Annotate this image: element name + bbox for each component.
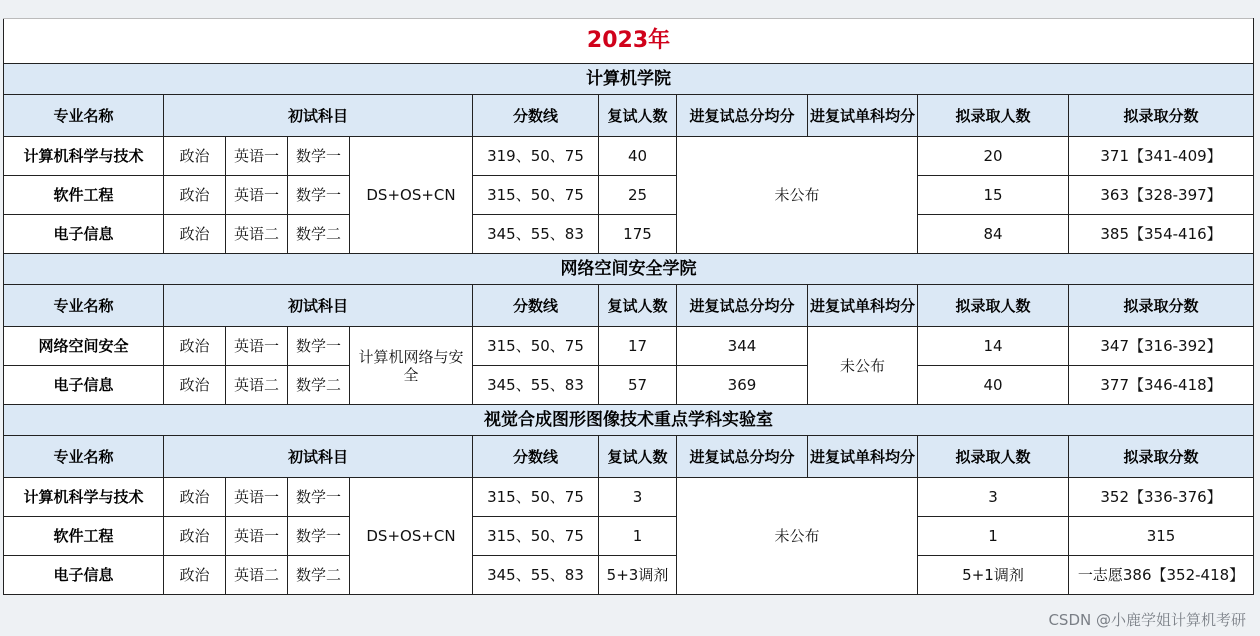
subject-english: 英语二: [226, 556, 288, 595]
col-subjects: 初试科目: [164, 285, 473, 327]
retest-count: 5+3调剂: [599, 556, 677, 595]
col-avg-total: 进复试总分均分: [677, 95, 808, 137]
retest-count: 40: [599, 137, 677, 176]
retest-count: 3: [599, 478, 677, 517]
admit-count: 5+1调剂: [918, 556, 1069, 595]
col-admit-score: 拟录取分数: [1069, 285, 1254, 327]
subject-specialty: DS+OS+CN: [350, 478, 473, 595]
subject-math: 数学一: [288, 327, 350, 366]
admit-score: 377【346-418】: [1069, 366, 1254, 405]
cutoff-score: 315、50、75: [473, 176, 599, 215]
subject-politics: 政治: [164, 517, 226, 556]
header-row: [4, 285, 1254, 327]
admit-score: 315: [1069, 517, 1254, 556]
major-name: 软件工程: [4, 517, 164, 556]
col-avg-single: 进复试单科均分: [808, 436, 918, 478]
avg-unpublished: 未公布: [677, 137, 918, 254]
admit-score: 371【341-409】: [1069, 137, 1254, 176]
avg-single-unpublished: 未公布: [808, 327, 918, 405]
col-avg-total: 进复试总分均分: [677, 436, 808, 478]
col-subjects: 初试科目: [164, 436, 473, 478]
col-cutoff: 分数线: [473, 285, 599, 327]
cutoff-score: 315、50、75: [473, 478, 599, 517]
subject-politics: 政治: [164, 176, 226, 215]
admission-sheet: [3, 18, 1253, 595]
cutoff-score: 315、50、75: [473, 517, 599, 556]
cutoff-score: 345、55、83: [473, 366, 599, 405]
subject-english: 英语一: [226, 327, 288, 366]
subject-politics: 政治: [164, 478, 226, 517]
retest-count: 57: [599, 366, 677, 405]
subject-english: 英语一: [226, 176, 288, 215]
major-name: 软件工程: [4, 176, 164, 215]
major-name: 计算机科学与技术: [4, 137, 164, 176]
subject-specialty: 计算机网络与安全: [350, 327, 473, 405]
col-subjects: 初试科目: [164, 95, 473, 137]
col-cutoff: 分数线: [473, 436, 599, 478]
csdn-watermark: CSDN @小鹿学姐计算机考研: [1048, 611, 1246, 629]
col-retest: 复试人数: [599, 285, 677, 327]
school-title: 视觉合成图形图像技术重点学科实验室: [4, 405, 1254, 436]
table-row: [4, 366, 1254, 405]
table-row: [4, 137, 1254, 176]
school-title: 计算机学院: [4, 64, 1254, 95]
admit-count: 40: [918, 366, 1069, 405]
col-admit-score: 拟录取分数: [1069, 436, 1254, 478]
retest-count: 175: [599, 215, 677, 254]
subject-math: 数学一: [288, 478, 350, 517]
table-row: [4, 517, 1254, 556]
subject-math: 数学二: [288, 215, 350, 254]
col-admit-score: 拟录取分数: [1069, 95, 1254, 137]
cutoff-score: 345、55、83: [473, 215, 599, 254]
subject-politics: 政治: [164, 137, 226, 176]
admit-score: 一志愿386【352-418】: [1069, 556, 1254, 595]
cutoff-score: 345、55、83: [473, 556, 599, 595]
col-major: 专业名称: [4, 436, 164, 478]
admit-count: 14: [918, 327, 1069, 366]
major-name: 电子信息: [4, 215, 164, 254]
subject-math: 数学一: [288, 176, 350, 215]
col-admit-count: 拟录取人数: [918, 436, 1069, 478]
subject-math: 数学二: [288, 556, 350, 595]
retest-count: 17: [599, 327, 677, 366]
major-name: 电子信息: [4, 556, 164, 595]
subject-english: 英语一: [226, 137, 288, 176]
col-major: 专业名称: [4, 285, 164, 327]
subject-specialty: DS+OS+CN: [350, 137, 473, 254]
admit-score: 363【328-397】: [1069, 176, 1254, 215]
subject-politics: 政治: [164, 366, 226, 405]
header-row: [4, 95, 1254, 137]
avg-total-score: 369: [677, 366, 808, 405]
admit-count: 1: [918, 517, 1069, 556]
col-retest: 复试人数: [599, 95, 677, 137]
col-cutoff: 分数线: [473, 95, 599, 137]
subject-english: 英语二: [226, 366, 288, 405]
table-row: [4, 176, 1254, 215]
admit-score: 352【336-376】: [1069, 478, 1254, 517]
avg-total-score: 344: [677, 327, 808, 366]
admit-count: 15: [918, 176, 1069, 215]
subject-english: 英语二: [226, 215, 288, 254]
admit-count: 20: [918, 137, 1069, 176]
retest-count: 25: [599, 176, 677, 215]
col-major: 专业名称: [4, 95, 164, 137]
col-admit-count: 拟录取人数: [918, 95, 1069, 137]
subject-english: 英语一: [226, 478, 288, 517]
col-retest: 复试人数: [599, 436, 677, 478]
col-avg-total: 进复试总分均分: [677, 285, 808, 327]
table-row: [4, 215, 1254, 254]
subject-politics: 政治: [164, 215, 226, 254]
table-row: [4, 478, 1254, 517]
subject-math: 数学一: [288, 137, 350, 176]
admit-score: 347【316-392】: [1069, 327, 1254, 366]
col-admit-count: 拟录取人数: [918, 285, 1069, 327]
header-row: [4, 436, 1254, 478]
col-avg-single: 进复试单科均分: [808, 95, 918, 137]
table-row: [4, 556, 1254, 595]
admit-count: 3: [918, 478, 1069, 517]
year-title: 2023年: [4, 19, 1254, 64]
subject-math: 数学二: [288, 366, 350, 405]
admission-table: [3, 18, 1254, 595]
major-name: 网络空间安全: [4, 327, 164, 366]
cutoff-score: 319、50、75: [473, 137, 599, 176]
subject-politics: 政治: [164, 327, 226, 366]
avg-unpublished: 未公布: [677, 478, 918, 595]
subject-math: 数学一: [288, 517, 350, 556]
admit-score: 385【354-416】: [1069, 215, 1254, 254]
col-avg-single: 进复试单科均分: [808, 285, 918, 327]
subject-politics: 政治: [164, 556, 226, 595]
major-name: 计算机科学与技术: [4, 478, 164, 517]
subject-english: 英语一: [226, 517, 288, 556]
admit-count: 84: [918, 215, 1069, 254]
major-name: 电子信息: [4, 366, 164, 405]
school-title: 网络空间安全学院: [4, 254, 1254, 285]
table-row: [4, 327, 1254, 366]
retest-count: 1: [599, 517, 677, 556]
cutoff-score: 315、50、75: [473, 327, 599, 366]
